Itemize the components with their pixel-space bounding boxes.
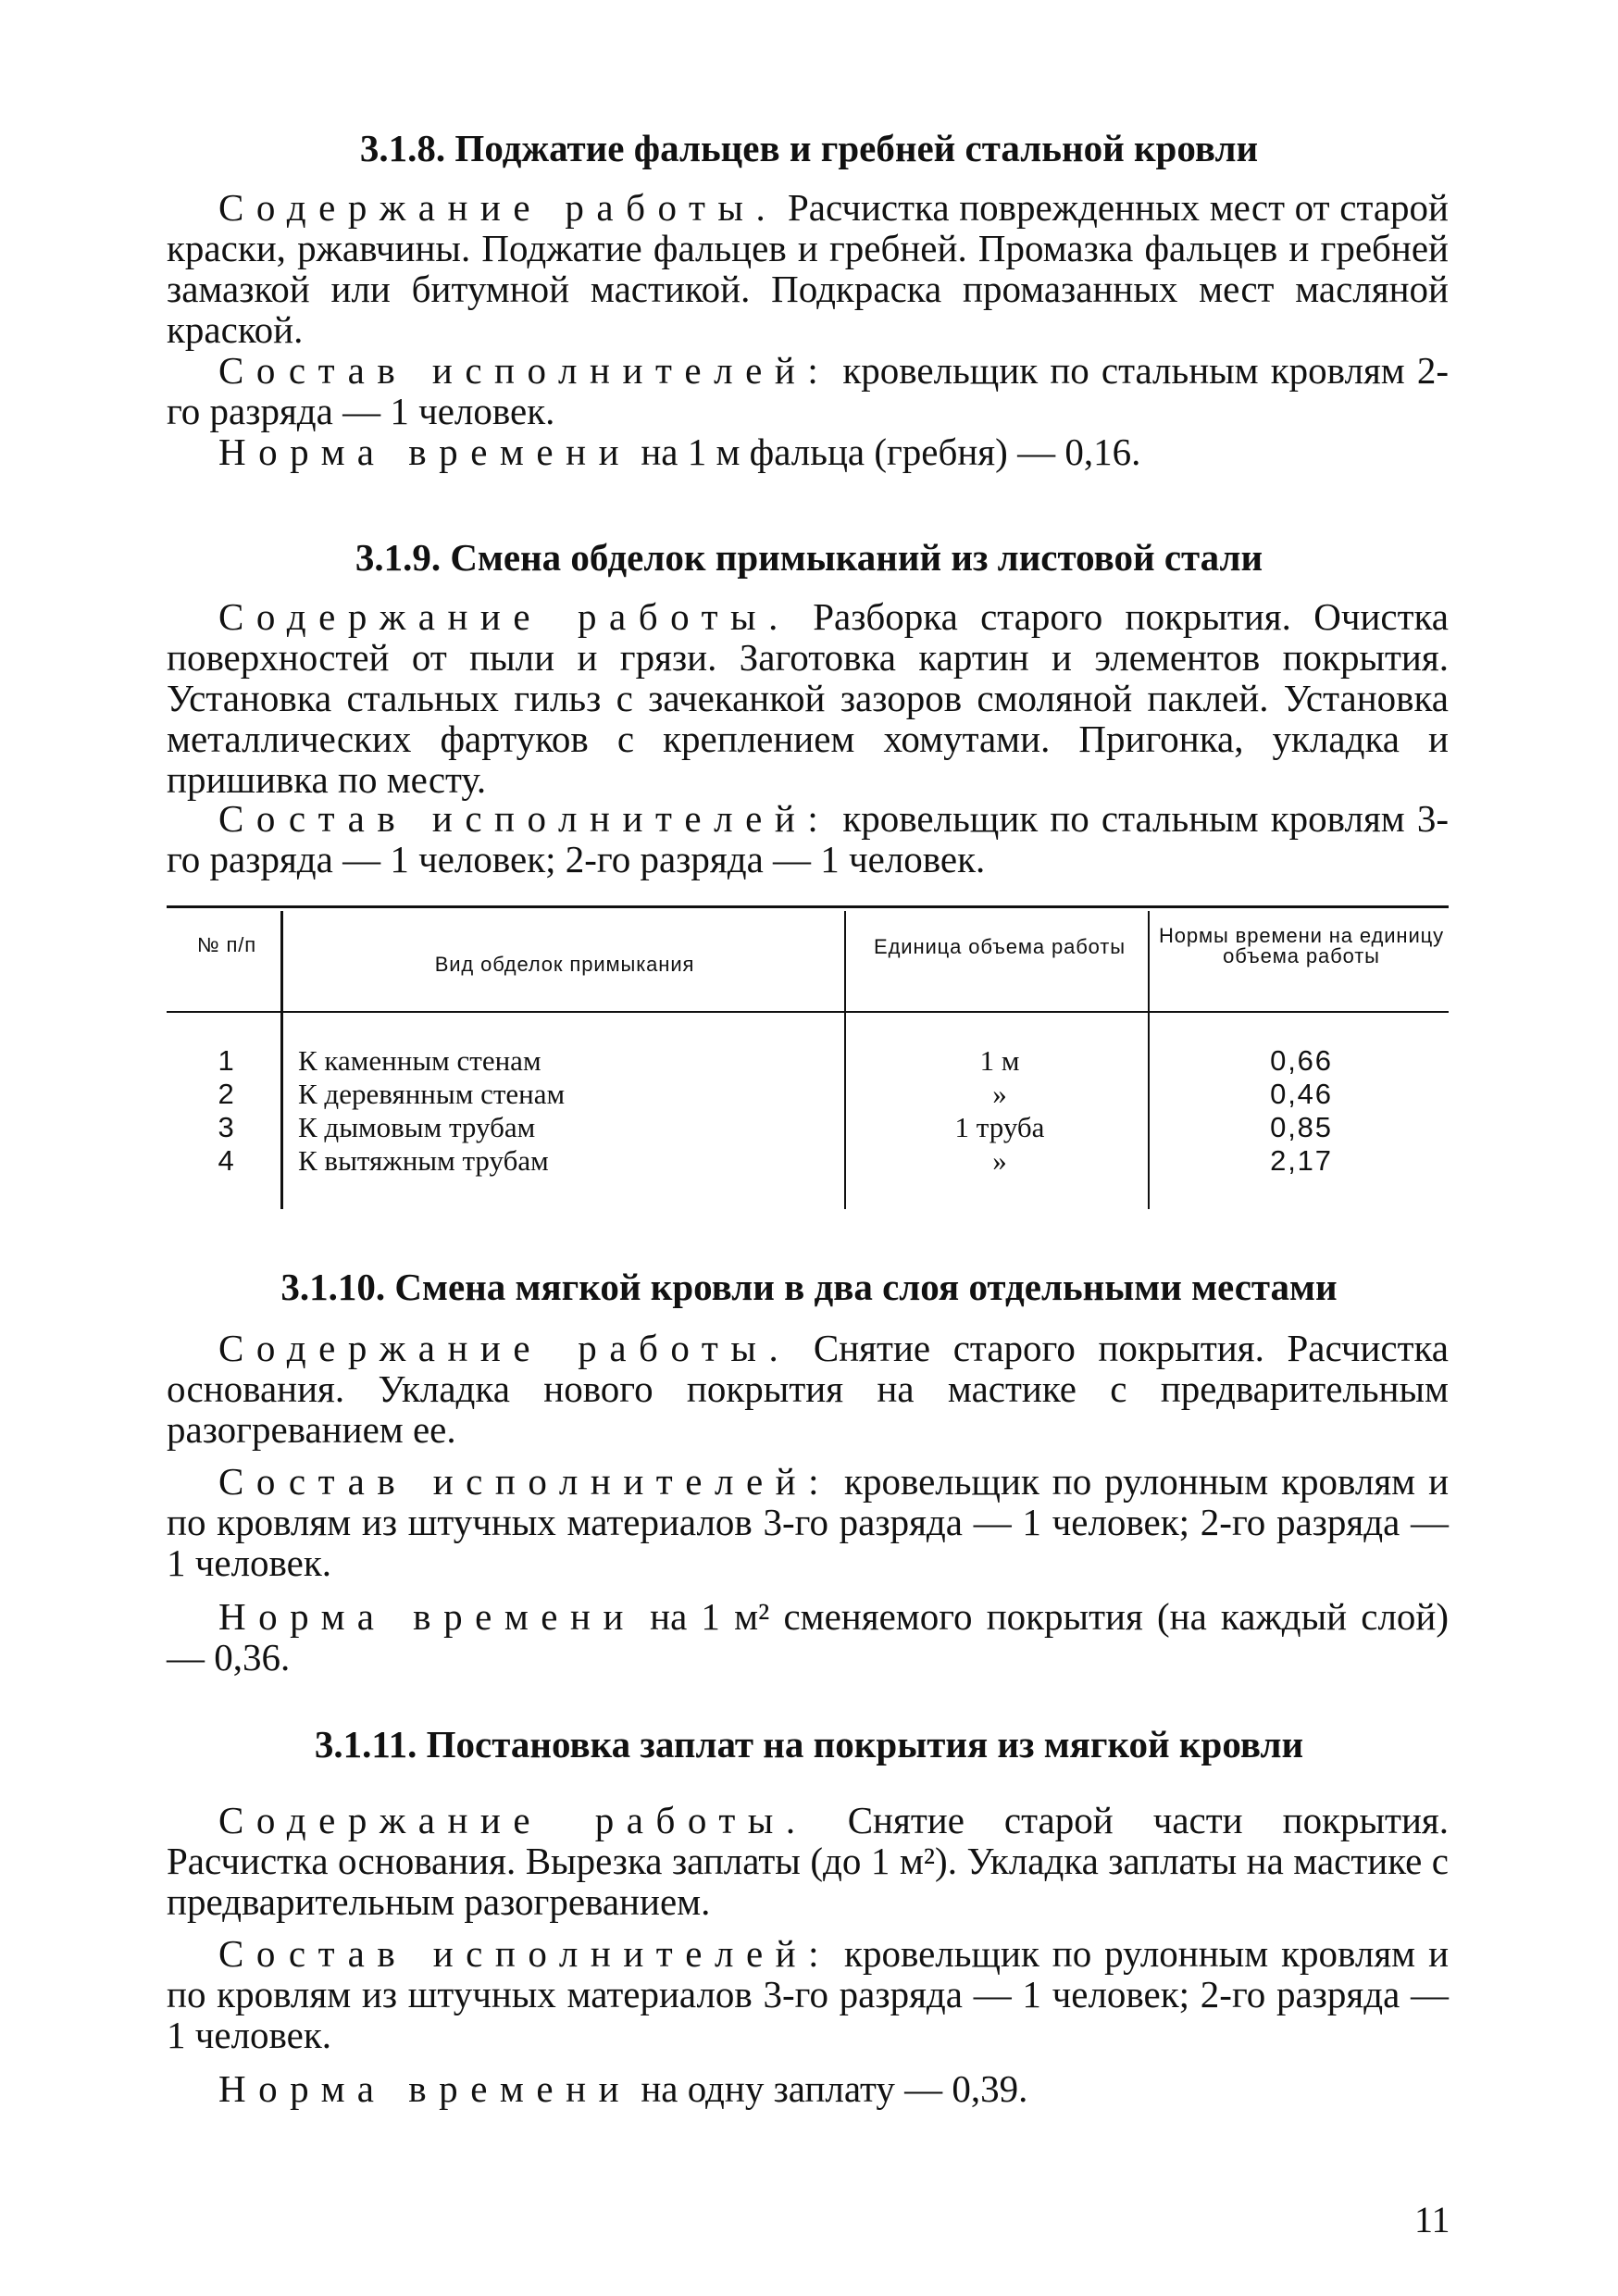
table-col-divider-3 bbox=[1148, 911, 1150, 1209]
table-cell-num: 4 bbox=[218, 1144, 236, 1177]
section-3-1-9-content bbox=[167, 596, 1449, 800]
content-text: Разборка старого покрытия. Очистка поверхностей от пыли и грязи. Заготовка картин и элементов покрытия. Установка стальных гильз с зачеканкой зазоров смоляной паклей. Установка металлических фартуков с креплением хомутами. Пригонка, укладка и пришивка по месту. bbox=[167, 595, 1449, 801]
table-header-norm: Нормы времени на единицу объема работы bbox=[1158, 924, 1444, 967]
table-cell-kind: К деревянным стенам bbox=[298, 1078, 566, 1110]
section-3-1-11-content bbox=[167, 1800, 1449, 1922]
section-3-1-8-norm bbox=[167, 431, 1449, 472]
table-top-rule bbox=[167, 905, 1449, 908]
norm-text: на 1 м² сменяемого покрытия (на каждый слой) — 0,36. bbox=[167, 1595, 1449, 1678]
table-cell-norm: 0,85 bbox=[1270, 1111, 1333, 1143]
content-text: Расчистка поврежденных мест от старой краски, ржавчины. Поджатие фальцев и гребней. Промазка фальцев и гребней замазкой или битумной мастикой. Подкраска промазанных мест масляной краской. bbox=[167, 186, 1449, 351]
section-3-1-10-content bbox=[167, 1328, 1449, 1450]
table-cell-norm: 0,66 bbox=[1270, 1044, 1333, 1077]
table-cell-unit: » bbox=[992, 1144, 1007, 1177]
table-cell-num: 1 bbox=[218, 1044, 236, 1077]
section-3-1-11-norm bbox=[167, 2068, 1449, 2109]
content-label: Содержание работы. bbox=[218, 595, 790, 638]
table-cell-kind: К каменным стенам bbox=[298, 1044, 541, 1077]
section-3-1-8-staff bbox=[167, 350, 1449, 431]
table-cell-unit: » bbox=[992, 1078, 1007, 1110]
content-label: Содержание работы. bbox=[218, 186, 778, 229]
page-number: 11 bbox=[1414, 2199, 1450, 2240]
section-3-1-9-staff bbox=[167, 798, 1449, 880]
staff-text: кровельщик по стальным кровлям 2-го разряда — 1 человек. bbox=[167, 349, 1450, 432]
table-col-divider-1 bbox=[280, 911, 283, 1209]
section-3-1-8-content bbox=[167, 187, 1449, 350]
norm-label: Норма времени bbox=[218, 430, 632, 473]
table-cell-norm: 0,46 bbox=[1270, 1078, 1333, 1110]
section-3-1-10-staff bbox=[167, 1461, 1449, 1583]
staff-label: Состав исполнителей: bbox=[218, 349, 831, 392]
table-header-num: № п/п bbox=[196, 933, 257, 956]
staff-text: кровельщик по рулонным кровлям и по кровлям из штучных материалов 3-го разряда — 1 человек; 2-го разряда — 1 человек. bbox=[167, 1932, 1450, 2056]
table-cell-num: 2 bbox=[218, 1078, 236, 1110]
norm-text: на 1 м фальца (гребня) — 0,16. bbox=[641, 430, 1141, 473]
staff-label: Состав исполнителей: bbox=[218, 797, 831, 840]
section-title-3-1-8: 3.1.8. Поджатие фальцев и гребней стальной кровли bbox=[359, 127, 1259, 169]
content-text: Снятие старого покрытия. Расчистка основания. Укладка нового покрытия на мастике с предварительным разогреванием ее. bbox=[167, 1327, 1449, 1451]
staff-label: Состав исполнителей: bbox=[218, 1460, 832, 1503]
table-cell-norm: 2,17 bbox=[1270, 1144, 1333, 1177]
norm-text: на одну заплату — 0,39. bbox=[641, 2067, 1028, 2110]
section-title-3-1-10: 3.1.10. Смена мягкой кровли в два слоя отдельными местами bbox=[280, 1266, 1338, 1308]
content-text: Снятие старой части покрытия. Расчистка основания. Вырезка заплаты (до 1 м²). Укладка заплаты на мастике с предварительным разогреванием. bbox=[167, 1799, 1449, 1923]
table-header-unit: Единица объема работы bbox=[874, 935, 1126, 958]
section-3-1-10-norm bbox=[167, 1596, 1449, 1678]
staff-label: Состав исполнителей: bbox=[218, 1932, 832, 1975]
content-label: Содержание работы. bbox=[218, 1327, 791, 1369]
norm-label: Норма времени bbox=[218, 1595, 636, 1638]
table-col-divider-2 bbox=[844, 911, 846, 1209]
section-title-3-1-11: 3.1.11. Постановка заплат на покрытия из мягкой кровли bbox=[314, 1723, 1304, 1766]
section-title-3-1-9: 3.1.9. Смена обделок примыканий из листовой стали bbox=[355, 536, 1263, 579]
section-3-1-11-staff bbox=[167, 1933, 1449, 2055]
table-cell-kind: К дымовым трубам bbox=[298, 1111, 536, 1143]
table-cell-unit: 1 м bbox=[979, 1044, 1020, 1077]
table-cell-unit: 1 труба bbox=[954, 1111, 1045, 1143]
table-cell-num: 3 bbox=[218, 1111, 236, 1143]
norm-label: Норма времени bbox=[218, 2067, 632, 2110]
content-label: Содержание работы. bbox=[218, 1799, 808, 1841]
table-header-rule bbox=[167, 1011, 1449, 1013]
table-header-kind: Вид обделок примыкания bbox=[434, 953, 695, 976]
staff-text: кровельщик по стальным кровлям 3-го разряда — 1 человек; 2-го разряда — 1 человек. bbox=[167, 797, 1450, 880]
table-cell-kind: К вытяжным трубам bbox=[298, 1144, 549, 1177]
staff-text: кровельщик по рулонным кровлям и по кровлям из штучных материалов 3-го разряда — 1 человек; 2-го разряда — 1 человек. bbox=[167, 1460, 1450, 1584]
